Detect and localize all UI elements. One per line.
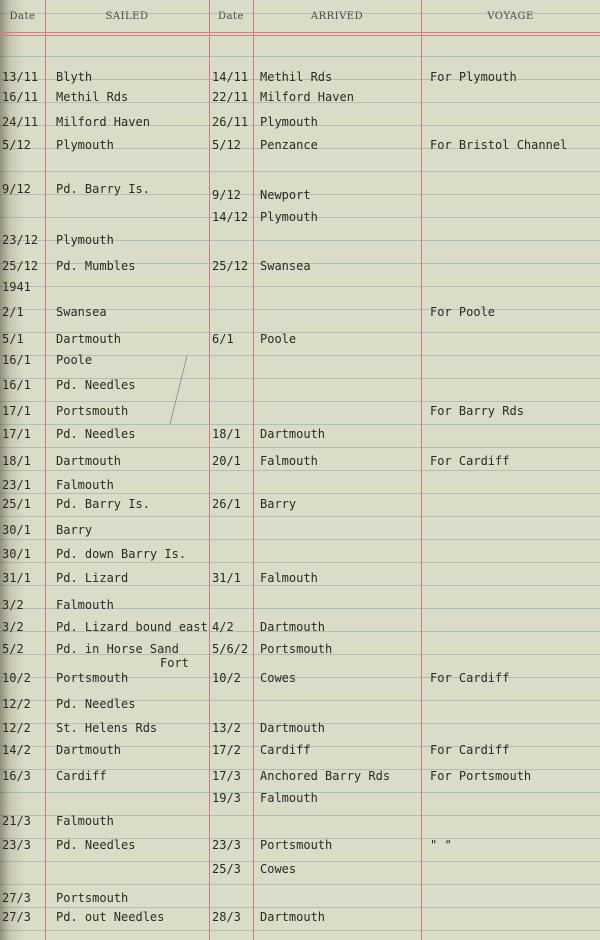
cell-date-sailed: 17/1: [2, 427, 31, 441]
cell-date-sailed: 23/12: [2, 233, 39, 247]
pencil-mark: [170, 356, 188, 424]
rule-sailed-end: [209, 0, 210, 940]
header-rule-bottom: [0, 35, 600, 36]
cell-date-arrived: 14/11: [212, 70, 249, 84]
cell-date-sailed: 23/1: [2, 478, 31, 492]
cell-date-sailed: 27/3: [2, 891, 31, 905]
cell-voyage: For Poole: [430, 305, 496, 319]
cell-sailed: Poole: [56, 353, 93, 367]
cell-date-sailed: 12/2: [2, 721, 31, 735]
cell-date-sailed: 14/2: [2, 743, 31, 757]
cell-arrived: Cowes: [260, 862, 297, 876]
cell-arrived: Barry: [260, 497, 297, 511]
cell-date-sailed: 25/1: [2, 497, 31, 511]
cell-date-arrived: 14/12: [212, 210, 249, 224]
cell-date-arrived: 23/3: [212, 838, 241, 852]
header-voyage: VOYAGE: [487, 11, 534, 22]
rule-date-sailed: [45, 0, 46, 940]
cell-sailed: Dartmouth: [56, 743, 122, 757]
cell-arrived: Falmouth: [260, 454, 318, 468]
cell-arrived: Penzance: [260, 138, 318, 152]
cell-sailed: Dartmouth: [56, 332, 122, 346]
cell-arrived: Dartmouth: [260, 427, 326, 441]
cell-sailed: Pd. out Needles: [56, 910, 165, 924]
cell-date-sailed: 5/1: [2, 332, 24, 346]
cell-voyage: For Cardiff: [430, 454, 510, 468]
cell-sailed: Falmouth: [56, 814, 114, 828]
cell-arrived: Swansea: [260, 259, 311, 273]
cell-date-arrived: 4/2: [212, 620, 234, 634]
cell-date-sailed: 21/3: [2, 814, 31, 828]
cell-date-sailed: 16/1: [2, 378, 31, 392]
cell-voyage: For Barry Rds: [430, 404, 524, 418]
cell-date-arrived: 17/3: [212, 769, 241, 783]
cell-date-arrived: 5/6/2: [212, 642, 249, 656]
cell-sailed: Pd. in Horse Sand: [56, 642, 179, 656]
rule-date-arrived: [253, 0, 254, 940]
cell-sailed: Portsmouth: [56, 891, 129, 905]
cell-arrived: Plymouth: [260, 210, 318, 224]
cell-date-sailed: 1941: [2, 280, 31, 294]
rule-arrived-end: [421, 0, 422, 940]
cell-sailed: Portsmouth: [56, 671, 129, 685]
cell-sailed: Falmouth: [56, 598, 114, 612]
cell-date-sailed: 24/11: [2, 115, 39, 129]
cell-date-sailed: 23/3: [2, 838, 31, 852]
cell-date-arrived: 31/1: [212, 571, 241, 585]
cell-date-sailed: 16/11: [2, 90, 39, 104]
cell-date-arrived: 26/11: [212, 115, 249, 129]
cell-date-arrived: 26/1: [212, 497, 241, 511]
cell-date-arrived: 22/11: [212, 90, 249, 104]
cell-sailed: Blyth: [56, 70, 93, 84]
cell-date-sailed: 9/12: [2, 182, 31, 196]
cell-voyage: For Cardiff: [430, 671, 510, 685]
cell-date-sailed: 5/2: [2, 642, 24, 656]
cell-voyage: For Portsmouth: [430, 769, 532, 783]
cell-date-arrived: 10/2: [212, 671, 241, 685]
cell-voyage: For Bristol Channel: [430, 138, 568, 152]
cell-date-arrived: 5/12: [212, 138, 241, 152]
cell-sailed: Pd. Barry Is.: [56, 182, 150, 196]
cell-date-arrived: 25/3: [212, 862, 241, 876]
cell-sailed: Fort: [160, 656, 189, 670]
cell-sailed: Falmouth: [56, 478, 114, 492]
cell-date-sailed: 16/3: [2, 769, 31, 783]
cell-date-sailed: 12/2: [2, 697, 31, 711]
cell-sailed: St. Helens Rds: [56, 721, 158, 735]
cell-arrived: Cowes: [260, 671, 297, 685]
cell-voyage: " ": [430, 838, 452, 852]
cell-date-arrived: 25/12: [212, 259, 249, 273]
cell-date-arrived: 6/1: [212, 332, 234, 346]
cell-sailed: Dartmouth: [56, 454, 122, 468]
cell-date-sailed: 10/2: [2, 671, 31, 685]
cell-arrived: Methil Rds: [260, 70, 333, 84]
cell-date-sailed: 25/12: [2, 259, 39, 273]
cell-arrived: Dartmouth: [260, 620, 326, 634]
cell-sailed: Barry: [56, 523, 93, 537]
cell-sailed: Pd. Needles: [56, 697, 136, 711]
cell-date-sailed: 2/1: [2, 305, 24, 319]
cell-sailed: Pd. Needles: [56, 427, 136, 441]
header-date-arrived: Date: [218, 11, 244, 22]
cell-arrived: Newport: [260, 188, 311, 202]
cell-sailed: Milford Haven: [56, 115, 150, 129]
cell-date-sailed: 3/2: [2, 598, 24, 612]
cell-date-sailed: 13/11: [2, 70, 39, 84]
cell-arrived: Falmouth: [260, 571, 318, 585]
cell-date-arrived: 28/3: [212, 910, 241, 924]
cell-arrived: Poole: [260, 332, 297, 346]
cell-sailed: Swansea: [56, 305, 107, 319]
cell-sailed: Methil Rds: [56, 90, 129, 104]
cell-sailed: Pd. down Barry Is.: [56, 547, 187, 561]
cell-date-sailed: 27/3: [2, 910, 31, 924]
cell-sailed: Portsmouth: [56, 404, 129, 418]
cell-date-arrived: 9/12: [212, 188, 241, 202]
cell-date-sailed: 31/1: [2, 571, 31, 585]
cell-arrived: Plymouth: [260, 115, 318, 129]
header-date-sailed: Date: [9, 11, 36, 22]
cell-date-sailed: 3/2: [2, 620, 24, 634]
cell-arrived: Milford Haven: [260, 90, 354, 104]
cell-sailed: Pd. Lizard bound east: [56, 620, 208, 634]
cell-date-sailed: 5/12: [2, 138, 31, 152]
cell-date-arrived: 19/3: [212, 791, 241, 805]
cell-date-arrived: 13/2: [212, 721, 241, 735]
cell-arrived: Falmouth: [260, 791, 318, 805]
cell-date-sailed: 30/1: [2, 523, 31, 537]
cell-arrived: Portsmouth: [260, 838, 333, 852]
cell-date-sailed: 16/1: [2, 353, 31, 367]
cell-arrived: Dartmouth: [260, 721, 326, 735]
cell-date-arrived: 18/1: [212, 427, 241, 441]
cell-date-arrived: 17/2: [212, 743, 241, 757]
cell-arrived: Cardiff: [260, 743, 311, 757]
cell-voyage: For Plymouth: [430, 70, 517, 84]
cell-date-arrived: 20/1: [212, 454, 241, 468]
cell-sailed: Pd. Needles: [56, 838, 136, 852]
cell-sailed: Cardiff: [56, 769, 107, 783]
cell-date-sailed: 17/1: [2, 404, 31, 418]
cell-voyage: For Cardiff: [430, 743, 510, 757]
cell-sailed: Plymouth: [56, 138, 114, 152]
cell-arrived: Dartmouth: [260, 910, 326, 924]
cell-arrived: Portsmouth: [260, 642, 333, 656]
cell-arrived: Anchored Barry Rds: [260, 769, 391, 783]
header-sailed: SAILED: [105, 11, 149, 22]
cell-sailed: Pd. Lizard: [56, 571, 129, 585]
header-rule-top: [0, 32, 600, 33]
cell-sailed: Pd. Needles: [56, 378, 136, 392]
cell-sailed: Pd. Barry Is.: [56, 497, 150, 511]
cell-sailed: Plymouth: [56, 233, 114, 247]
header-arrived: ARRIVED: [310, 11, 364, 22]
cell-date-sailed: 18/1: [2, 454, 31, 468]
cell-sailed: Pd. Mumbles: [56, 259, 136, 273]
cell-date-sailed: 30/1: [2, 547, 31, 561]
